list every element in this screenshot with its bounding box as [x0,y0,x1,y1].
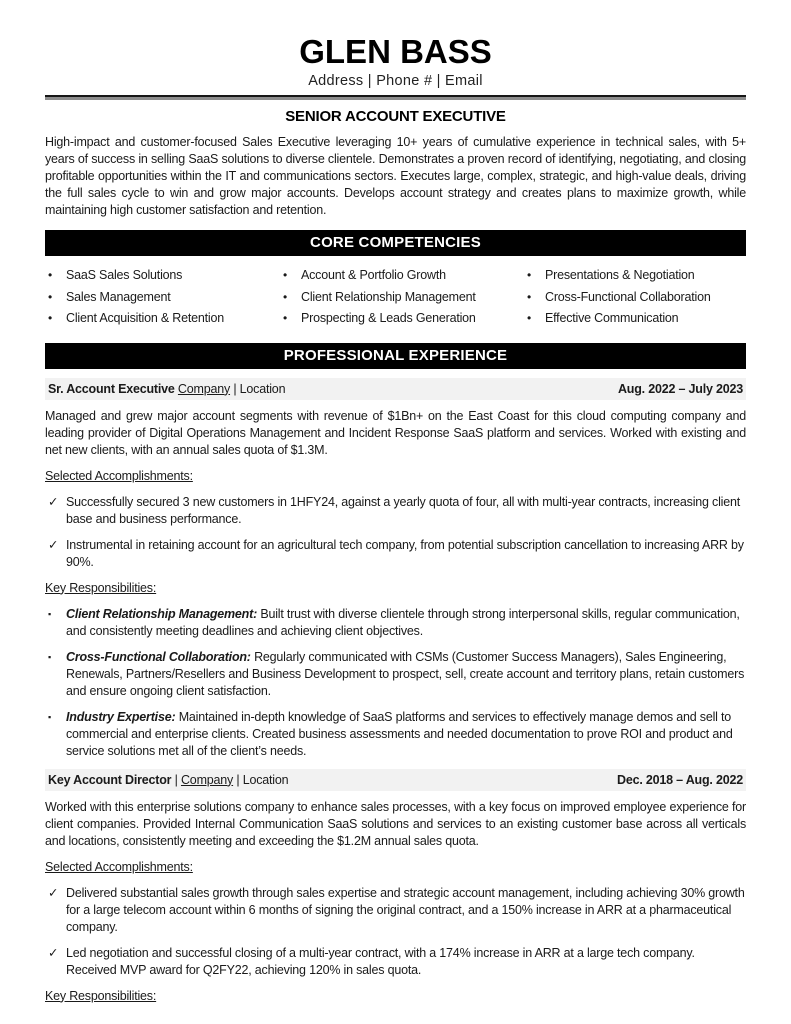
responsibility-item [45,606,746,640]
responsibility-body: Regularly communicated with CSMs (Customer Success Managers), Sales Engineering, Renewals, Partners/Resellers and Business Development to prospect, sell, create account and territory plans, retain customers and ensure ongoing client satisfaction. [66,649,745,698]
responsibility-text [66,709,746,760]
square-bullet-icon: ▪ [48,651,51,662]
responsibilities-label: Key Responsibilities: [45,988,157,1003]
accomplishment-item [45,494,746,528]
bullet-dot-icon: • [527,311,532,325]
responsibility-text [66,649,746,700]
checkmark-icon: ✓ [48,885,59,900]
job-dates: Aug. 2022 – July 2023 [617,381,743,396]
competency-label: Client Acquisition & Retention [66,311,224,325]
accomplishment-text: Successfully secured 3 new customers in 1HFY24, against a yearly quota of four, all with multi-year contracts, increasing client base and business performance. [66,494,741,526]
responsibility-text [66,606,746,640]
header-divider [45,95,746,100]
competency-label: Account & Portfolio Growth [301,268,446,282]
competencies-column-2 [280,267,524,332]
square-bullet-icon: ▪ [48,608,51,619]
list-item [280,310,524,327]
job-separator: | [233,381,237,396]
bullet-dot-icon: • [527,289,532,304]
bullet-dot-icon: • [283,311,288,325]
bullet-dot-icon: • [48,289,53,304]
accomplishment-item [45,885,746,936]
bullet-dot-icon: • [283,268,288,282]
list-item [280,289,524,306]
responsibility-body: Built trust with diverse clientele through strong interpersonal skills, regular communication, and consistently meeting deadlines and achieving client objectives. [66,606,740,638]
job-location: Location [242,772,289,787]
section-heading-professional-experience: PROFESSIONAL EXPERIENCE [45,343,746,369]
job-title-line [48,772,288,788]
job-location: Location [239,381,286,396]
job-title: Sr. Account Executive [48,381,175,396]
accomplishments-label: Selected Accomplishments: [45,468,193,483]
list-item [45,310,280,327]
list-item [45,289,280,306]
responsibility-lead: Client Relationship Management: [66,606,258,621]
accomplishment-item [45,945,746,979]
core-competencies-list [45,267,746,332]
responsibility-body: Maintained in-depth knowledge of SaaS platforms and services to effectively manage demos and sell to commercial and enterprise clients. Created business assessments and needed documentation to prove ROI and product and service solutions met all of the client’s needs. [66,709,733,758]
job-header-bar [45,769,746,791]
competency-label: Presentations & Negotiation [545,268,695,282]
accomplishment-text: Instrumental in retaining account for an agricultural tech company, from potential subscription cancellation to increasing ARR by 90%. [66,537,744,569]
square-bullet-icon: ▪ [48,711,51,722]
competency-label: Prospecting & Leads Generation [301,311,476,325]
competencies-column-3 [524,267,746,332]
competency-label: Sales Management [66,289,171,304]
competencies-column-1 [45,267,280,332]
job-company: Company [180,772,234,787]
checkmark-icon: ✓ [48,945,59,960]
competency-label: Effective Communication [545,311,679,325]
job-company: Company [177,381,231,396]
summary-paragraph: High-impact and customer-focused Sales Executive leveraging 10+ years of cumulative experience in technical sales, with 5+ years of success in selling SaaS solutions to diverse clientele. Demonstrates a proven record of identifying, negotiating, and closing profitable opportunities within the IT and communications sectors. Executes large, complex, strategic, and high-value deals, driving the full sales cycle to win and grow major accounts. Develops account strategy and creates plans to maximize growth, while maintaining high customer satisfaction and retention. [45,135,746,217]
bullet-dot-icon: • [48,268,53,282]
job-dates: Dec. 2018 – Aug. 2022 [617,772,743,787]
job-title: Key Account Director [48,772,172,787]
job-header-bar [45,378,746,400]
list-item [524,310,746,327]
responsibility-item [45,649,746,700]
responsibility-lead: Industry Expertise: [66,709,176,724]
list-item [280,267,524,284]
checkmark-icon: ✓ [48,537,59,552]
bullet-dot-icon: • [48,311,53,325]
bullet-dot-icon: • [283,289,288,304]
accomplishment-text: Led negotiation and successful closing of a multi-year contract, with a 174% increase in ARR at a large tech company. Received MVP award for Q2FY22, achieving 120% in sales quota. [66,945,695,977]
job-separator: | [236,772,240,787]
section-heading-core-competencies: CORE COMPETENCIES [45,230,746,256]
accomplishment-item [45,537,746,571]
list-item [524,267,746,284]
bullet-dot-icon: • [527,268,532,282]
responsibilities-label: Key Responsibilities: [45,580,157,595]
person-name: GLEN BASS [299,33,492,70]
responsibility-lead: Cross-Functional Collaboration: [66,649,251,664]
accomplishment-text: Delivered substantial sales growth through sales expertise and strategic account management, including achieving 30% growth for a large telecom account within 6 months of signing the original contract, and a 150% increase in ARR at a pharmaceutical company. [66,885,745,934]
contact-line: Address | Phone # | Email [308,73,483,89]
list-item [524,289,746,306]
resume-title: SENIOR ACCOUNT EXECUTIVE [285,108,506,125]
competency-label: Client Relationship Management [301,289,476,304]
job-description: Managed and grew major account segments with revenue of $1Bn+ on the East Coast for this cloud computing company and leading provider of Digital Operations Management and Incident Response SaaS platform and services. Worked with existing and net new clients, with an annual sales quota of $1.3M. [45,408,746,457]
checkmark-icon: ✓ [48,494,59,509]
list-item [45,267,280,284]
competency-label: SaaS Sales Solutions [66,268,183,282]
accomplishments-label: Selected Accomplishments: [45,859,193,874]
job-separator: | [174,772,178,787]
job-description: Worked with this enterprise solutions company to enhance sales processes, with a key focus on improved employee experience for client companies. Provided Internal Communication SaaS solutions and services to an existing customer base across all verticals and locations, consistently meeting and exceeding the $1.2M annual sales quota. [45,799,746,848]
job-title-line [48,381,285,397]
competency-label: Cross-Functional Collaboration [545,289,711,304]
responsibility-item [45,709,746,760]
